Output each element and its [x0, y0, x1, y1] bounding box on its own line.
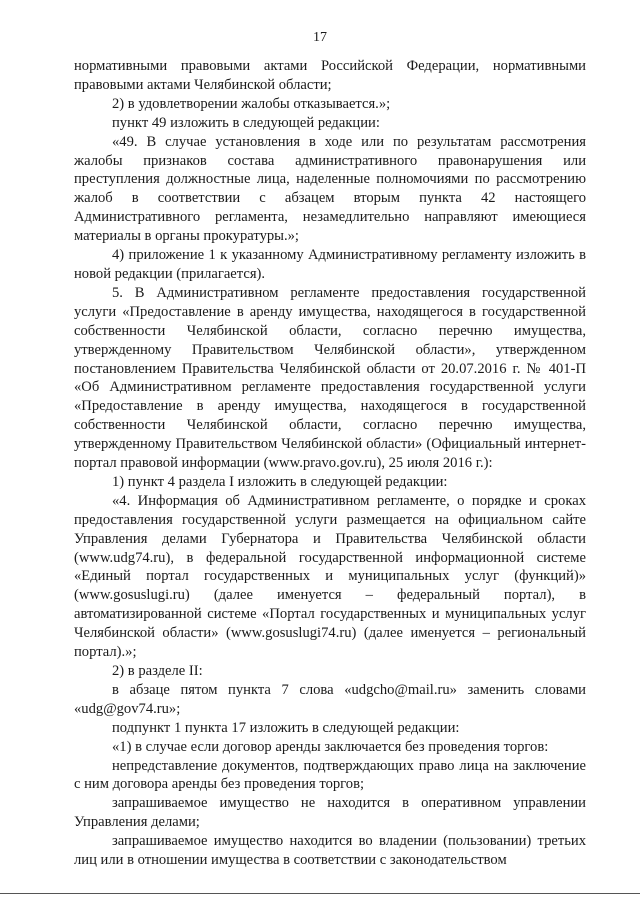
paragraph: 4) приложение 1 к указанному Административному регламенту изложить в новой редакции (прилагается). [74, 247, 586, 282]
paragraph: «49. В случае установления в ходе или по результатам рассмотрения жалобы признаков состава административного правонарушения или преступления должностные лица, наделенные полномочиями по рассмотрению жалоб в соответствии с абзацем вторым пункта 42 настоящего Административного регламента, незамедлительно направляют имеющиеся материалы в органы прокуратуры.»; [74, 133, 586, 245]
paragraph: 5. В Административном регламенте предоставления государственной услуги «Предоставление в аренду имущества, находящегося в государственной собственности Челябинской области, согласно перечню имущества, утвержденному Правительством Челябинской области», утвержденном постановлением Правительства Челябинской области от 20.07.2016 г. № 401-П «Об Административном регламенте предоставления государственной услуги «Предоставление в аренду имущества, находящегося в государственной собственности Челябинской области, согласно перечню имущества, утвержденному Правительством Челябинской области» (Официальный интернет-портал правовой информации (www.pravo.gov.ru), 25 июля 2016 г.): [74, 284, 586, 472]
paragraph: «1) в случае если договор аренды заключается без проведения торгов: [112, 738, 549, 755]
page-number: 17 [313, 30, 327, 45]
paragraph: 2) в разделе II: [112, 663, 203, 679]
paragraph: в абзаце пятом пункта 7 слова «udgcho@mail.ru» заменить словами «udg@gov74.ru»; [74, 681, 586, 717]
paragraph: запрашиваемое имущество не находится в оперативном управлении Управления делами; [74, 795, 586, 831]
paragraph: 2) в удовлетворении жалобы отказывается.»; [112, 95, 391, 112]
paragraph: запрашиваемое имущество находится во владении (пользовании) третьих лиц или в отношении имущества в соответствии с законодательством [74, 833, 586, 869]
page-bottom-divider [0, 893, 640, 894]
paragraph: подпункт 1 пункта 17 изложить в следующей редакции: [112, 719, 460, 736]
paragraph: пункт 49 изложить в следующей редакции: [112, 114, 380, 131]
paragraph: непредставление документов, подтверждающих право лица на заключение с ним договора аренды без проведения торгов; [74, 757, 586, 793]
document-body [74, 57, 586, 870]
paragraph: «4. Информация об Административном регламенте, о порядке и сроках предоставления государственной услуги размещается на официальном сайте Управления делами Губернатора и Правительства Челябинской области (www.udg74.ru), в федеральной государственной информационной системе «Единый портал государственных и муниципальных услуг (функций)» (www.gosuslugi.ru) (далее именуется – федеральный портал), в автоматизированной системе «Портал государственных и муниципальных услуг Челябинской области» (www.gosuslugi74.ru) (далее именуется – региональный портал).»; [74, 492, 586, 661]
paragraph: 1) пункт 4 раздела I изложить в следующей редакции: [112, 473, 448, 490]
paragraph: нормативными правовыми актами Российской Федерации, нормативными правовыми актами Челябинской области; [74, 58, 586, 93]
